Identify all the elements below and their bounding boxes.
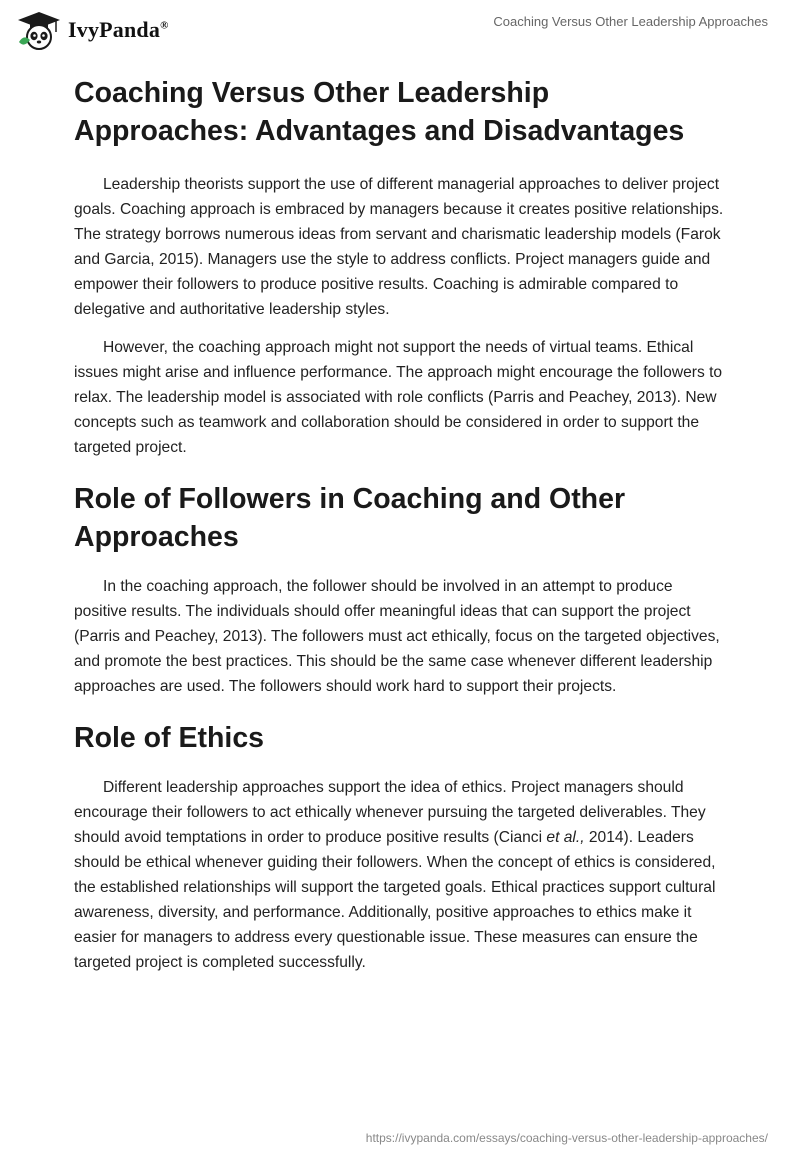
section-heading-ethics: Role of Ethics: [74, 722, 265, 754]
section-heading-followers: Role of Followers in Coaching and Other Approaches: [74, 483, 626, 553]
article-body: [74, 74, 726, 988]
ivypanda-logo[interactable]: [16, 10, 169, 50]
paragraph: However, the coaching approach might not support the needs of virtual teams. Ethical issues might arise and influence performance. The approach might encourage the followers to relax. The leadership model is associated with role conflicts (Parris and Peachey, 2013). New concepts such as teamwork and collaboration should be considered in order to support the targeted project.: [74, 339, 723, 456]
paragraph: In the coaching approach, the follower should be involved in an attempt to produce positive results. The individuals should offer meaningful ideas that can support the project (Parris and Peachey, 2013). The followers must act ethically, focus on the targeted objectives, and promote the best practices. This should be the same case whenever different leadership approaches are used. The followers should work hard to support their projects.: [74, 578, 720, 695]
running-title: Coaching Versus Other Leadership Approaches: [493, 14, 768, 29]
panda-graduate-icon: [16, 10, 62, 50]
citation-et-al: et al.,: [546, 829, 585, 846]
source-url[interactable]: https://ivypanda.com/essays/coaching-versus-other-leadership-approaches/: [365, 1131, 768, 1145]
brand-name: IvyPanda®: [68, 17, 169, 42]
paragraph: Leadership theorists support the use of different managerial approaches to deliver project goals. Coaching approach is embraced by managers because it creates positive relationships. The strategy borrows numerous ideas from servant and charismatic leadership models (Farok and Garcia, 2015). Managers use the style to address conflicts. Project managers guide and empower their followers to produce positive results. Coaching is admirable compared to delegative and authoritative leadership styles.: [74, 176, 724, 318]
page-title: Coaching Versus Other Leadership Approaches: Advantages and Disadvantages: [74, 77, 685, 147]
page-header: [0, 0, 800, 64]
paragraph: Different leadership approaches support the idea of ethics. Project managers should encourage their followers to act ethically whenever pursuing the targeted deliverables. They should avoid temptations in order to produce positive results (Cianci et al., 2014). Leaders should be ethical whenever guiding their followers. When the concept of ethics is considered, the established relationships will support the targeted goals. Ethical practices support cultural awareness, diversity, and performance. Additionally, positive approaches to ethics make it easier for managers to address every questionable issue. These measures can ensure the targeted project is completed successfully.: [74, 779, 716, 971]
registered-mark: ®: [160, 19, 169, 32]
